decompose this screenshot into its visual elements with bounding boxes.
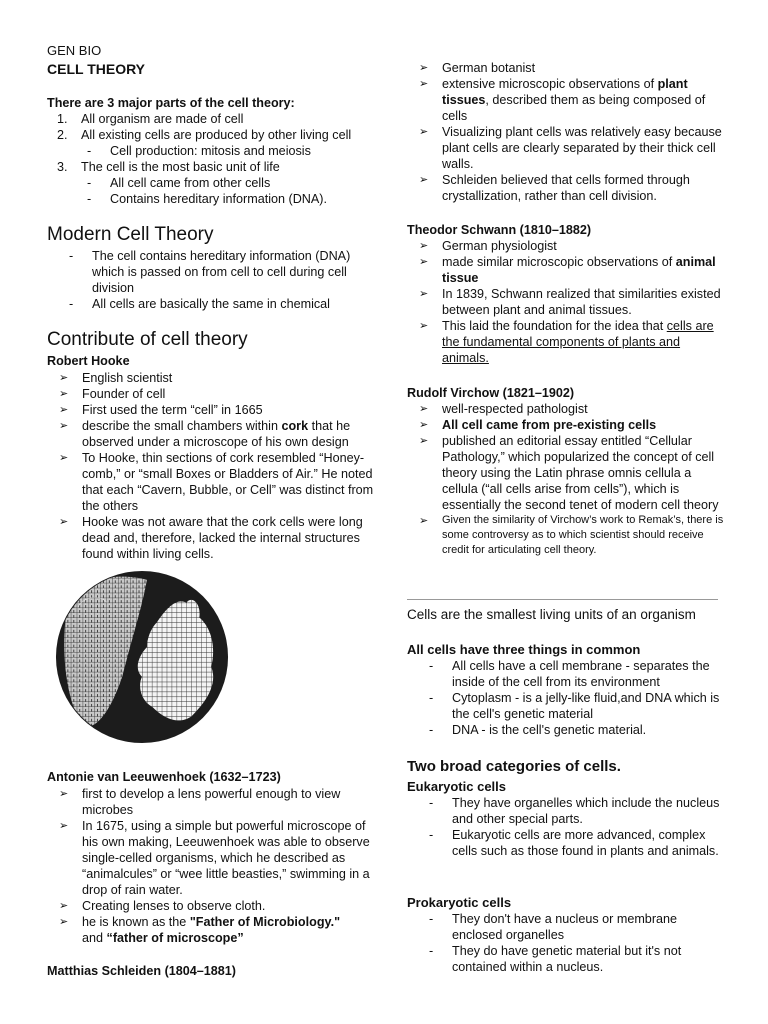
schleiden-name: Matthias Schleiden (1804–1881)	[47, 964, 236, 978]
parts-heading: There are 3 major parts of the cell theory:	[47, 96, 295, 110]
list-item: ➢ In 1839, Schwann realized that similarities existed between plant and animal tissues.	[407, 286, 725, 318]
list-item: ➢ well-respected pathologist	[407, 401, 725, 417]
leeuwenhoek-name: Antonie van Leeuwenhoek (1632–1723)	[47, 770, 281, 784]
list-item: ➢ Visualizing plant cells was relatively easy because plant cells are clearly separated by their thick cell walls.	[407, 124, 725, 172]
list-item: ➢ All cell came from pre-existing cells	[407, 417, 725, 433]
modern-list	[47, 248, 377, 312]
common-heading: All cells have three things in common	[407, 642, 641, 657]
divider	[407, 599, 718, 600]
list-item: - All cell came from other cells	[47, 175, 377, 191]
list-item: ➢ first to develop a lens powerful enough to view microbes	[47, 786, 377, 818]
list-item: - Contains hereditary information (DNA).	[47, 191, 377, 207]
list-item: ➢ English scientist	[47, 370, 377, 386]
list-item: ➢ German physiologist	[407, 238, 725, 254]
list-item: - All cells have a cell membrane - separates the inside of the cell from its environment	[407, 658, 725, 690]
list-item: ➢ Hooke was not aware that the cork cells were long dead and, therefore, lacked the internal structures found within living cells.	[47, 514, 377, 562]
list-item: - DNA - is the cell's genetic material.	[407, 722, 725, 738]
list-item: - They have organelles which include the nucleus and other special parts.	[407, 795, 725, 827]
list-item: ➢ First used the term “cell” in 1665	[47, 402, 377, 418]
list-item: ➢ describe the small chambers within cork that he observed under a microscope of his own design	[47, 418, 377, 450]
list-item: ➢ extensive microscopic observations of plant tissues, described them as being composed of cells	[407, 76, 725, 124]
modern-heading: Modern Cell Theory	[47, 224, 214, 245]
prokaryotic-list	[407, 911, 725, 975]
leeuwenhoek-list	[47, 786, 377, 946]
hooke-name: Robert Hooke	[47, 354, 130, 368]
list-item: 2. All existing cells are produced by other living cell	[57, 128, 352, 142]
page-title: CELL THEORY	[47, 61, 146, 77]
list-item: ➢ German botanist	[407, 60, 725, 76]
list-item: ➢ he is known as the "Father of Microbiology." and “father of microscope”	[47, 914, 377, 946]
course-label: GEN BIO	[47, 43, 102, 58]
list-item: - They do have genetic material but it's not contained within a nucleus.	[407, 943, 725, 975]
list-item: ➢ Given the similarity of Virchow’s work to Remak’s, there is some controversy as to which scientist should receive credit for articulating cell theory.	[407, 513, 725, 558]
list-item: ➢ made similar microscopic observations of animal tissue	[407, 254, 725, 286]
schwann-name: Theodor Schwann (1810–1882)	[407, 223, 592, 237]
list-item: - All cells are basically the same in chemical	[47, 296, 377, 312]
list-item: ➢ To Hooke, thin sections of cork resembled “Honey-comb,” or “small Boxes or Bladders of Air.” He noted that each “Cavern, Bubble, or Cell” was distinct from the others	[47, 450, 377, 514]
eukaryotic-list	[407, 795, 725, 859]
virchow-list	[407, 401, 725, 558]
smallest-units-text: Cells are the smallest living units of an organism	[407, 607, 696, 622]
list-item: - They don't have a nucleus or membrane enclosed organelles	[407, 911, 725, 943]
prokaryotic-heading: Prokaryotic cells	[407, 895, 512, 910]
list-item: ➢ Creating lenses to observe cloth.	[47, 898, 377, 914]
schleiden-list	[407, 60, 725, 204]
list-item: 1. All organism are made of cell	[57, 112, 244, 126]
categories-heading: Two broad categories of cells.	[407, 758, 621, 775]
list-item: ➢ Schleiden believed that cells formed through crystallization, rather than cell division.	[407, 172, 725, 204]
common-list	[407, 658, 725, 738]
list-item: - Cell production: mitosis and meiosis	[47, 143, 377, 159]
list-item: ➢ This laid the foundation for the idea that cells are the fundamental components of plants and animals.	[407, 318, 725, 366]
list-item: ➢ published an editorial essay entitled “Cellular Pathology,” which popularized the concept of cell theory using the Latin phrase omnis cellula a cellula (“all cells arise from cells”), which is essentially the second tenet of modern cell theory	[407, 433, 725, 513]
eukaryotic-heading: Eukaryotic cells	[407, 779, 506, 794]
virchow-name: Rudolf Virchow (1821–1902)	[407, 386, 575, 400]
cork-cells-drawing	[53, 568, 231, 746]
list-item: - Cytoplasm - is a jelly-like fluid,and DNA which is the cell's genetic material	[407, 690, 725, 722]
list-item: ➢ Founder of cell	[47, 386, 377, 402]
contribute-heading: Contribute of cell theory	[47, 329, 248, 350]
list-item: - Eukaryotic cells are more advanced, complex cells such as those found in plants and animals.	[407, 827, 725, 859]
list-item: ➢ In 1675, using a simple but powerful microscope of his own making, Leeuwenhoek was able to observe single-celled organisms, which he described as “animalcules” or “wee little beasties,” swimming in a drop of rain water.	[47, 818, 377, 898]
parts-list	[47, 111, 377, 207]
hooke-list	[47, 370, 377, 562]
list-item: 3. The cell is the most basic unit of life	[57, 160, 280, 174]
schwann-list	[407, 238, 725, 366]
list-item: - The cell contains hereditary information (DNA) which is passed on from cell to cell during cell division	[47, 248, 377, 296]
